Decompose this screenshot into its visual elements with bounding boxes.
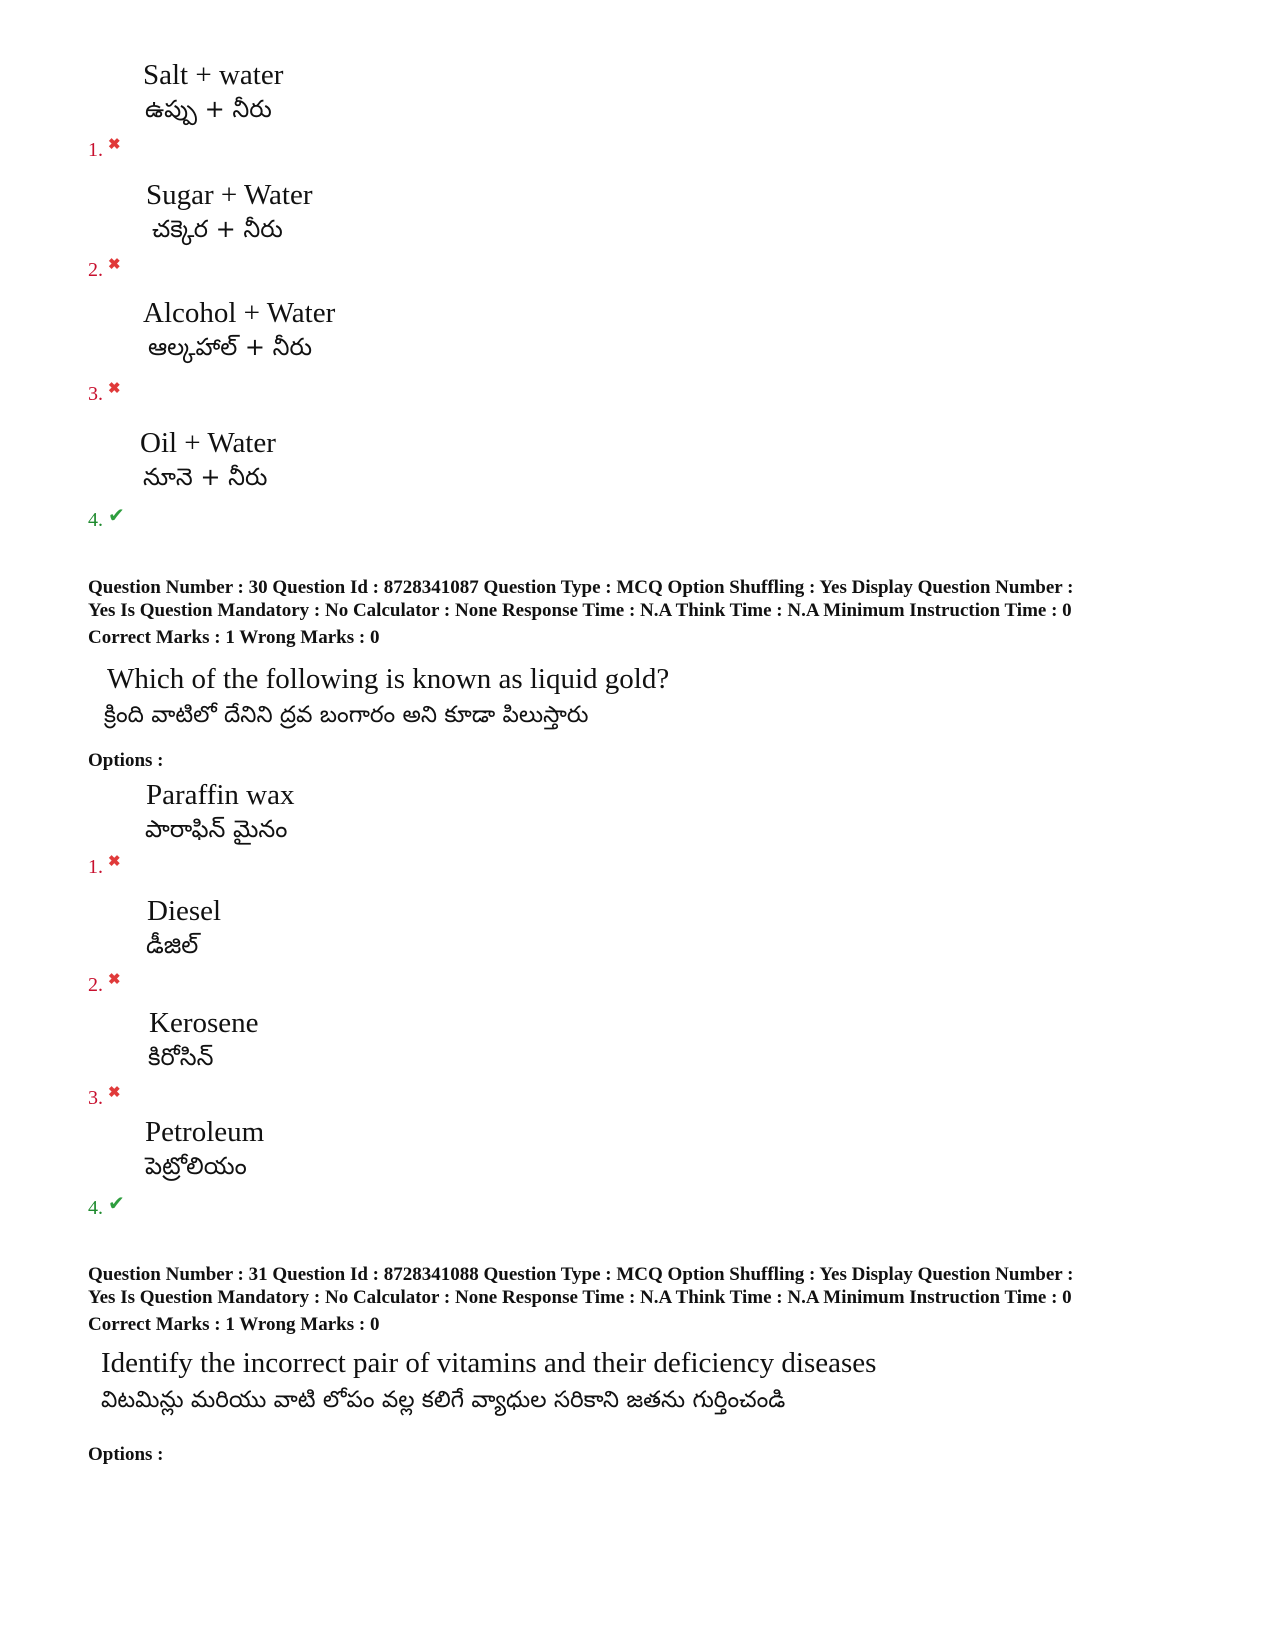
option-number-label: 2. <box>88 974 103 996</box>
option-text-te: చక్కెర + నీరు <box>152 215 283 243</box>
meta-line-2: Yes Is Question Mandatory : No Calculator : None Response Time : N.A Think Time : N.A Minimum Instruction Time : 0 <box>88 600 1072 621</box>
option-text-en: Diesel <box>147 895 222 927</box>
q30-option-1 <box>88 778 688 878</box>
option-number <box>88 1192 125 1219</box>
prev-option-4 <box>88 426 688 531</box>
question-31-text-en: Identify the incorrect pair of vitamins and their deficiency diseases <box>101 1347 877 1379</box>
option-text-en: Oil + Water <box>140 427 276 459</box>
meta-line-1: Question Number : 30 Question Id : 8728341087 Question Type : MCQ Option Shuffling : Yes Display Question Number : <box>88 577 1074 598</box>
option-number <box>88 853 121 878</box>
question-30-text-te: క్రింది వాటిలో దేనిని ద్రవ బంగారం అని కూడా పిలుస్తారు <box>104 702 589 728</box>
option-number <box>88 136 121 161</box>
check-icon: ✔ <box>108 504 125 527</box>
question-30-meta <box>88 576 1158 622</box>
meta-line-1: Question Number : 31 Question Id : 8728341088 Question Type : MCQ Option Shuffling : Yes Display Question Number : <box>88 1264 1074 1285</box>
q30-option-2 <box>88 894 688 994</box>
question-31-options-label: Options : <box>88 1444 164 1465</box>
cross-icon: ✖ <box>108 971 121 988</box>
option-text-te: ఉప్పు + నీరు <box>145 95 272 123</box>
option-number <box>88 256 121 281</box>
option-text-en: Petroleum <box>145 1116 265 1148</box>
question-30-options-label: Options : <box>88 750 164 771</box>
option-text-te: డీజిల్ <box>146 931 199 959</box>
check-icon: ✔ <box>108 1192 125 1215</box>
option-text-en: Sugar + Water <box>146 179 313 211</box>
option-text-en: Paraffin wax <box>146 779 295 811</box>
q30-option-4 <box>88 1115 688 1219</box>
option-number-label: 3. <box>88 383 103 405</box>
option-text-te: ఆల్కహాల్ + నీరు <box>148 333 313 361</box>
option-number <box>88 504 125 531</box>
question-31-marks: Correct Marks : 1 Wrong Marks : 0 <box>88 1314 380 1335</box>
q30-option-3 <box>88 1006 688 1109</box>
question-30-marks: Correct Marks : 1 Wrong Marks : 0 <box>88 627 380 648</box>
prev-option-1 <box>88 58 688 161</box>
option-text-en: Salt + water <box>143 59 284 91</box>
option-number <box>88 380 121 405</box>
option-text-te: పారాఫిన్ మైనం <box>145 815 288 843</box>
option-text-te: పెట్రోలియం <box>145 1152 247 1180</box>
option-number-label: 4. <box>88 509 103 531</box>
option-number-label: 1. <box>88 139 103 161</box>
option-number-label: 1. <box>88 856 103 878</box>
option-number-label: 3. <box>88 1087 103 1109</box>
question-31-meta <box>88 1263 1158 1309</box>
option-number-label: 2. <box>88 259 103 281</box>
question-31-text-te: విటమిన్లు మరియు వాటి లోపం వల్ల కలిగే వ్యాధుల సరికాని జతను గుర్తించండి <box>101 1387 786 1413</box>
option-number <box>88 971 121 996</box>
cross-icon: ✖ <box>108 380 121 397</box>
option-number <box>88 1084 121 1109</box>
meta-line-2: Yes Is Question Mandatory : No Calculator : None Response Time : N.A Think Time : N.A Minimum Instruction Time : 0 <box>88 1287 1072 1308</box>
option-text-en: Alcohol + Water <box>143 297 336 329</box>
option-text-te: కిరోసిన్ <box>148 1043 214 1071</box>
cross-icon: ✖ <box>108 1084 121 1101</box>
cross-icon: ✖ <box>108 136 121 153</box>
prev-option-3 <box>88 296 688 405</box>
option-number-label: 4. <box>88 1197 103 1219</box>
cross-icon: ✖ <box>108 853 121 870</box>
cross-icon: ✖ <box>108 256 121 273</box>
option-text-en: Kerosene <box>149 1007 259 1039</box>
option-text-te: నూనె + నీరు <box>143 463 268 491</box>
prev-option-2 <box>88 178 688 281</box>
question-30-text-en: Which of the following is known as liquid gold? <box>107 663 670 695</box>
